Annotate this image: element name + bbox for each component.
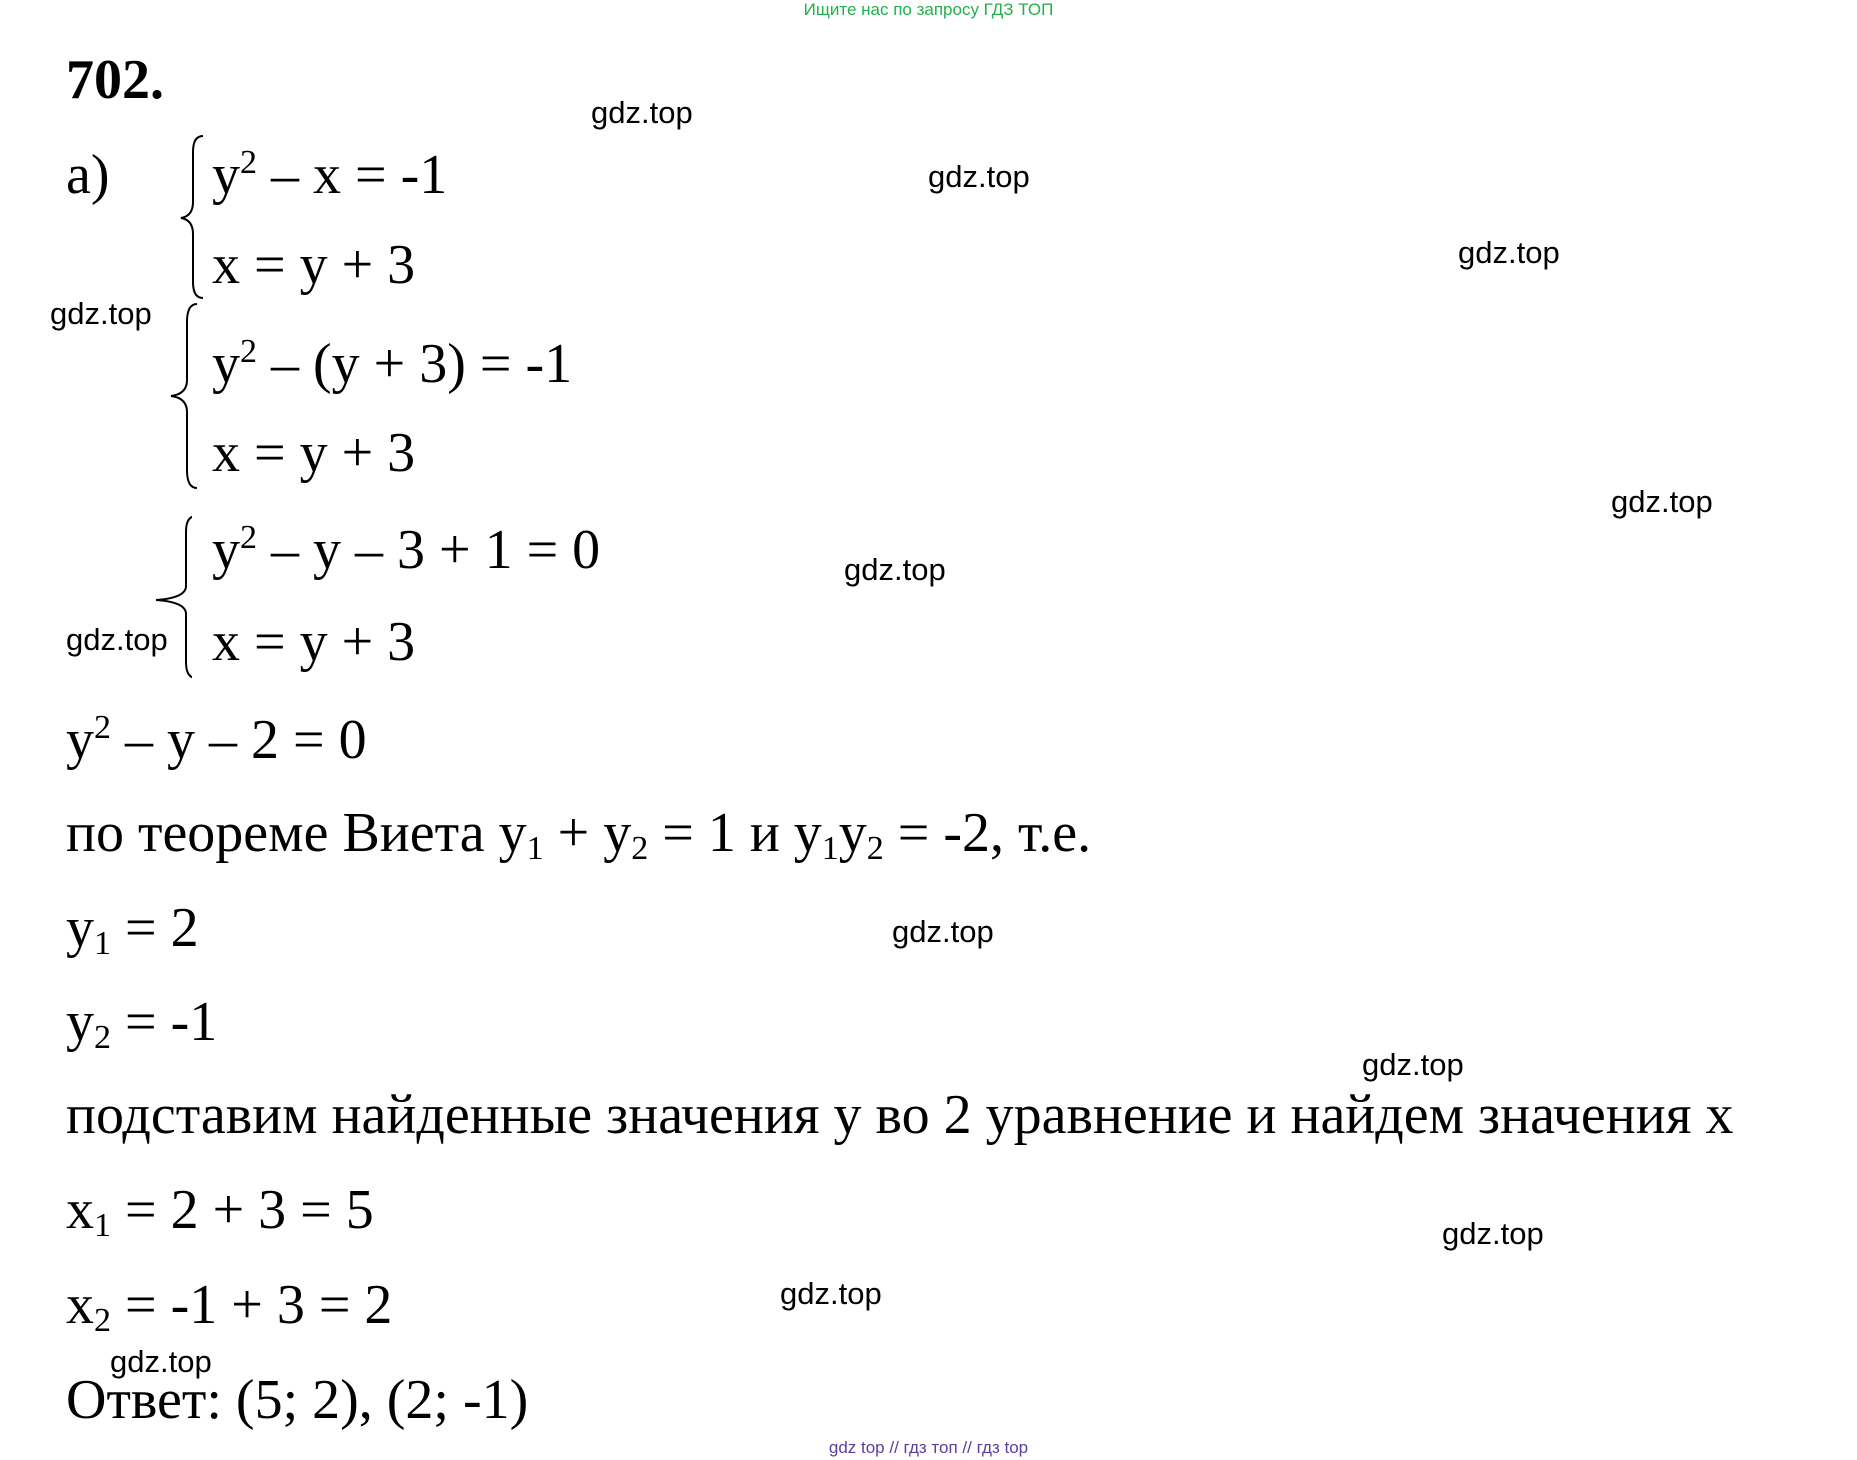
watermark: gdz.top [50,296,152,331]
watermark: gdz.top [1458,235,1560,270]
system2-eq1: $y^2 - (y + 3) = -1$ [212,333,573,395]
watermark: gdz.top [1442,1216,1544,1251]
system3-eq2: x = y + 3 [212,611,416,673]
root-x2: $x_2 = -1 + 3 = 2$ [66,1274,393,1339]
top-banner: Ищите нас по запросу ГДЗ ТОП [803,0,1054,19]
root-y1: $y_1 = 2$ [66,897,199,962]
system1-eq2: x = y + 3 [212,234,416,296]
bottom-banner-link-3[interactable]: гдз top [976,1438,1029,1457]
part-label: а) [66,144,110,206]
bottom-banner-link-1[interactable]: gdz top [828,1438,885,1457]
answer: Ответ: (5; 2), (2; -1) [66,1369,529,1431]
vieta-text: по теореме Виета $y_1 + y_2 = 1$ и $y_1y_2 = -2$, т.е. [66,802,1092,867]
watermark: gdz.top [66,622,168,657]
watermark: gdz.top [1362,1047,1464,1082]
watermark: gdz.top [110,1344,212,1379]
watermark: gdz.top [844,552,946,587]
problem-number: 702. [66,49,164,111]
root-y2: $y_2 = -1$ [66,991,218,1056]
bottom-banner [0,1438,1857,1458]
watermark: gdz.top [780,1276,882,1311]
watermark: gdz.top [591,95,693,130]
system-brace-1 [175,132,215,302]
watermark: gdz.top [1611,484,1713,519]
bottom-banner-link-2[interactable]: гдз топ [903,1438,958,1457]
quadratic-equation: $y^2 - y - 2 = 0$ [66,709,367,771]
bottom-banner-separator: // [962,1438,972,1457]
system1-eq1: $y^2 - x = -1$ [212,144,448,206]
system-brace-2 [163,300,203,490]
system2-eq2: x = y + 3 [212,422,416,484]
bottom-banner-separator: // [889,1438,899,1457]
system3-eq1: $y^2 - y - 3 + 1 = 0$ [212,519,601,581]
watermark: gdz.top [928,159,1030,194]
watermark: gdz.top [892,914,994,949]
root-x1: $x_1 = 2 + 3 = 5$ [66,1179,374,1244]
substitute-text: подставим найденные значения y во 2 уравнение и найдем значения x [66,1084,1734,1146]
